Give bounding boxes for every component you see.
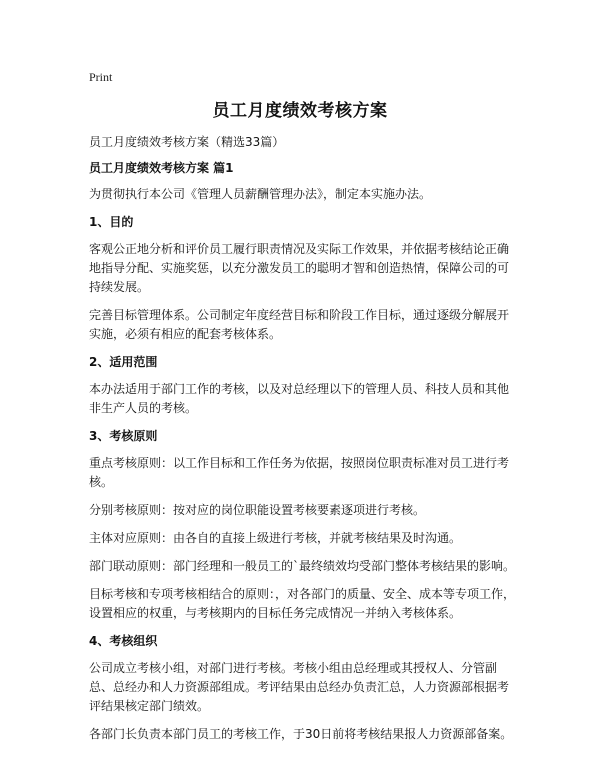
document-body xyxy=(89,133,519,753)
purpose-paragraph-1: 客观公正地分析和评价员工履行职责情况及实际工作效果，并依据考核结论正确地指导分配、实施奖惩，以充分激发员工的聪明才智和创造热情，保障公司的可持续发展。 xyxy=(89,242,510,294)
section-heading-scope: 2、适用范围 xyxy=(89,355,158,369)
principles-paragraph-5: 目标考核和专项考核相结合的原则：，对各部门的质量、安全、成本等专项工作，设置相应的权重，与考核期内的目标任务完成情况一并纳入考核体系。 xyxy=(89,587,516,620)
principles-paragraph-4: 部门联动原则：部门经理和一般员工的`最终绩效均受部门整体考核结果的影响。 xyxy=(89,559,516,573)
section-heading-purpose: 1、目的 xyxy=(89,215,134,229)
principles-paragraph-2: 分别考核原则：按对应的岗位职能设置考核要素逐项进行考核。 xyxy=(89,503,426,517)
article-heading: 员工月度绩效考核方案 篇1 xyxy=(89,161,234,175)
section-heading-principles: 3、考核原则 xyxy=(89,429,158,443)
section-heading-organization: 4、考核组织 xyxy=(89,634,158,648)
organization-paragraph-2: 各部门长负责本部门员工的考核工作，于30日前将考核结果报人力资源部备案。 xyxy=(89,727,513,741)
principles-paragraph-3: 主体对应原则：由各自的直接上级进行考核，并就考核结果及时沟通。 xyxy=(89,531,462,545)
purpose-paragraph-2: 完善目标管理体系。公司制定年度经营目标和阶段工作目标，通过逐级分解展开实施，必须有相应的配套考核体系。 xyxy=(89,308,510,341)
intro-paragraph: 为贯彻执行本公司《管理人员薪酬管理办法》，制定本实施办法。 xyxy=(89,187,432,201)
print-link[interactable]: Print xyxy=(89,70,113,84)
scope-paragraph-1: 本办法适用于部门工作的考核，以及对总经理以下的管理人员、科技人员和其他非生产人员的考核。 xyxy=(89,382,510,415)
principles-paragraph-1: 重点考核原则：以工作目标和工作任务为依据，按照岗位职责标准对员工进行考核。 xyxy=(89,456,510,489)
document-subtitle: 员工月度绩效考核方案（精选33篇） xyxy=(89,135,285,149)
page-title: 员工月度绩效考核方案 xyxy=(212,101,388,121)
organization-paragraph-1: 公司成立考核小组，对部门进行考核。考核小组由总经理或其授权人、分管副总、总经办和人力资源部组成。考评结果由总经办负责汇总，人力资源部根据考评结果核定部门绩效。 xyxy=(89,661,510,713)
